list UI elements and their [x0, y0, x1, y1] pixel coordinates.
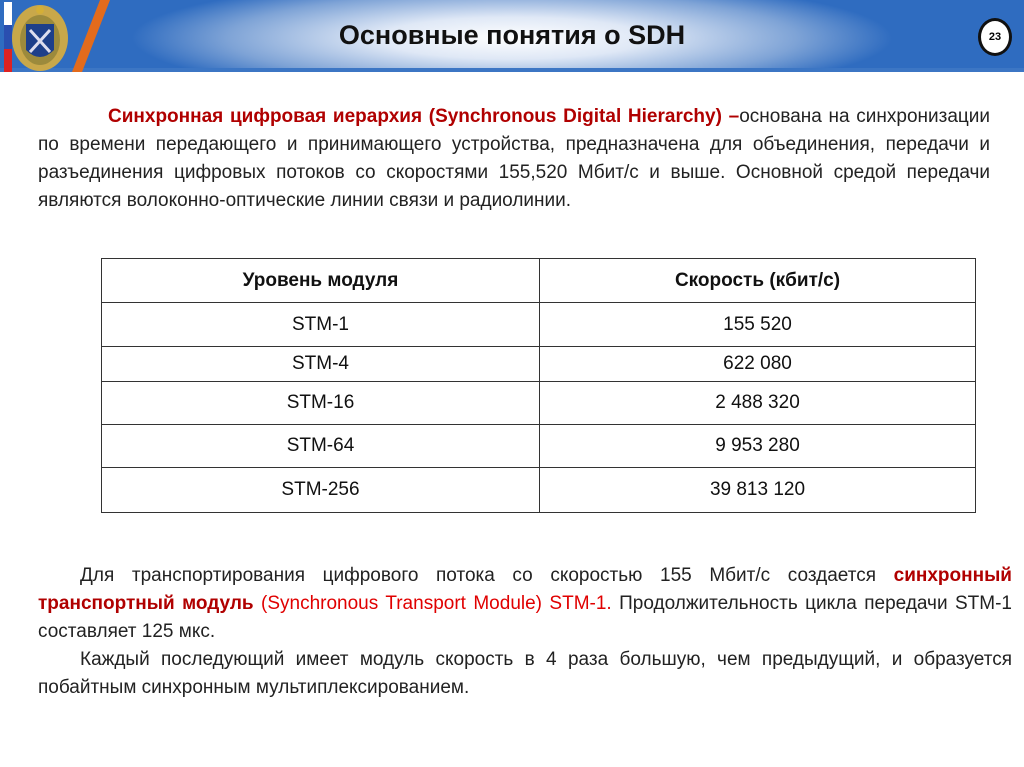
- table-row: [102, 347, 976, 382]
- intro-paragraph: [38, 103, 990, 215]
- table-row: [102, 303, 976, 347]
- cell-speed: 39 813 120: [540, 468, 976, 513]
- cell-level: STM-16: [102, 382, 540, 425]
- stm-paragraph: [38, 562, 1012, 646]
- col-header-level: Уровень модуля: [102, 259, 540, 303]
- cell-level: STM-64: [102, 425, 540, 468]
- cell-level: STM-4: [102, 347, 540, 382]
- stm-term: синхронный транспортный модуль: [38, 565, 1012, 614]
- cell-speed: 2 488 320: [540, 382, 976, 425]
- table-row: [102, 425, 976, 468]
- cell-speed: 155 520: [540, 303, 976, 347]
- cell-speed: 9 953 280: [540, 425, 976, 468]
- multiplex-paragraph: Каждый последующий имеет модуль скорость в 4 раза большую, чем предыдущий, и образуется побайтным синхронным мультиплексированием.: [38, 649, 1012, 698]
- intro-term: Синхронная цифровая иерархия (Synchronous Digital Hierarchy) –: [108, 106, 740, 127]
- intro-text: основана на синхронизации по времени передающего и принимающего устройства, предназначена для объединения, передачи и разъединения цифровых потоков со скоростями 155,520 Мбит/с и выше. Основной средой передачи являются волоконно-оптические линии связи и радиолинии.: [38, 106, 991, 211]
- cell-level: STM-256: [102, 468, 540, 513]
- stm-english: (Synchronous Transport Module) STM-1.: [253, 593, 612, 614]
- slide-header: [0, 0, 1024, 72]
- col-header-speed: Скорость (кбит/с): [540, 259, 976, 303]
- cell-level: STM-1: [102, 303, 540, 347]
- body-text: [38, 562, 1012, 702]
- stm-table: [101, 258, 976, 513]
- stm-text-start: Для транспортирования цифрового потока со скоростью 155 Мбит/с создается: [80, 565, 894, 586]
- cell-speed: 622 080: [540, 347, 976, 382]
- page-number: 23: [978, 18, 1012, 56]
- table-header-row: [102, 259, 976, 303]
- table-row: [102, 382, 976, 425]
- table-row: [102, 468, 976, 513]
- stm-text-end: Продолжительность цикла передачи STM-1 составляет 125 мкс.: [38, 593, 1012, 642]
- slide-title: Основные понятия о SDH: [338, 20, 686, 50]
